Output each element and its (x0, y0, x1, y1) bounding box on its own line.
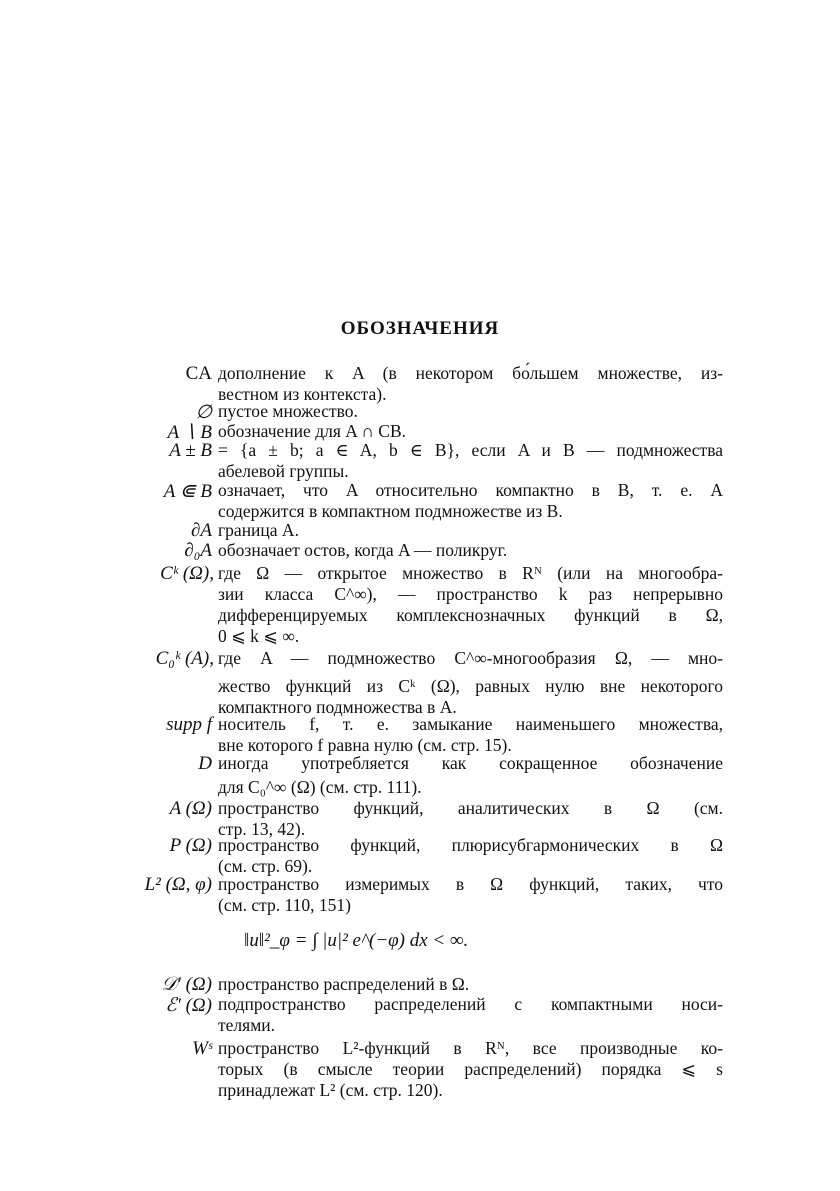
notation-symbol: A ± B (169, 440, 212, 461)
display-formula: ‖u‖²_φ = ∫ |u|² e^(−φ) dx < ∞. (244, 930, 469, 951)
definition-line: дифференцируемых комплекснозначных функций в Ω, (218, 605, 723, 625)
definition-line: пространство функций, аналитических в Ω (см. (218, 798, 723, 818)
definition-line: обозначает остов, когда A — поликруг. (218, 540, 508, 560)
notation-symbol: C₀ᵏ (A), (155, 648, 214, 669)
notation-symbol: L² (Ω, φ) (144, 874, 212, 895)
definition-line: зии класса C^∞), — пространство k раз непрерывно (218, 584, 723, 604)
notation-definition (218, 520, 723, 541)
notation-symbol: ∂₀A (184, 540, 212, 561)
notation-definition (218, 798, 723, 840)
definition-line: пространство функций, плюрисубгармонических в Ω (218, 835, 723, 855)
notation-symbol: D (198, 753, 212, 774)
notation-definition (218, 363, 723, 405)
notation-definition (218, 440, 723, 482)
notation-definition (218, 974, 723, 995)
definition-line: телями. (218, 1015, 276, 1035)
notation-symbol: ∂A (191, 520, 212, 541)
definition-line: для C₀^∞ (Ω) (см. стр. 111). (218, 777, 422, 797)
definition-line: принадлежат L² (см. стр. 120). (218, 1080, 443, 1100)
notation-symbol: 𝒟′ (Ω) (161, 974, 212, 995)
definition-line: граница A. (218, 520, 299, 540)
definition-line: дополнение к A (в некотором бо́льшем множестве, из- (218, 363, 723, 383)
definition-line: жество функций из Cᵏ (Ω), равных нулю вне некоторого (218, 676, 723, 696)
definition-line: 0 ⩽ k ⩽ ∞. (218, 626, 300, 646)
definition-line: вестном из контекста). (218, 384, 387, 404)
definition-line: пустое множество. (218, 401, 358, 421)
notation-definition (218, 1038, 723, 1101)
notation-definition (218, 480, 723, 522)
definition-line: пространство L²-функций в Rᴺ, все производные ко- (218, 1038, 723, 1058)
notation-symbol: Wˢ (192, 1038, 212, 1059)
notation-definition (218, 753, 723, 800)
notation-definition (218, 994, 723, 1036)
definition-line: = {a ± b; a ∈ A, b ∈ B}, если A и B — подмножества (218, 440, 723, 460)
notation-definition (218, 563, 723, 647)
definition-line: стр. 13, 42). (218, 819, 306, 839)
definition-line: (см. стр. 69). (218, 856, 313, 876)
notation-symbol: ∅ (195, 402, 212, 423)
notation-symbol: A (Ω) (169, 798, 212, 819)
notation-definition (218, 401, 723, 422)
notation-symbol: A ∖ B (167, 422, 212, 443)
definition-line: пространство измеримых в Ω функций, таких, что (218, 874, 723, 894)
definition-line: носитель f, т. е. замыкание наименьшего множества, (218, 714, 723, 734)
notation-definition (218, 874, 723, 916)
definition-line: означает, что A относительно компактно в B, т. е. A (218, 480, 723, 500)
notation-symbol: Cᵏ (Ω), (160, 563, 214, 584)
notation-symbol: ℰ′ (Ω) (165, 995, 212, 1016)
definition-line: содержится в компактном подмножестве из B. (218, 501, 563, 521)
notation-symbol: CA (185, 363, 212, 384)
notation-definition (218, 540, 723, 561)
definition-line: где A — подмножество C^∞-многообразия Ω, — мно- (218, 648, 723, 668)
definition-line: компактного подмножества в A. (218, 697, 457, 717)
definition-line: где Ω — открытое множество в Rᴺ (или на многообра- (218, 563, 723, 583)
definition-line: подпространство распределений с компактными носи- (218, 994, 723, 1014)
definition-line: торых (в смысле теории распределений) порядка ⩽ s (218, 1059, 723, 1079)
notation-definition (218, 421, 723, 442)
definition-line: вне которого f равна нулю (см. стр. 15). (218, 735, 512, 755)
page-title: ОБОЗНАЧЕНИЯ (340, 318, 500, 339)
definition-line: пространство распределений в Ω. (218, 974, 470, 994)
definition-line: обозначение для A ∩ CB. (218, 421, 407, 441)
notation-symbol: supp f (166, 714, 212, 735)
definition-line: иногда употребляется как сокращенное обозначение (218, 753, 723, 773)
definition-line: абелевой группы. (218, 461, 349, 481)
definition-line: (см. стр. 110, 151) (218, 895, 351, 915)
notation-symbol: P (Ω) (169, 835, 212, 856)
notation-definition (218, 648, 723, 718)
notation-symbol: A ⋐ B (163, 481, 212, 502)
notation-definition (218, 714, 723, 756)
notation-definition (218, 835, 723, 877)
